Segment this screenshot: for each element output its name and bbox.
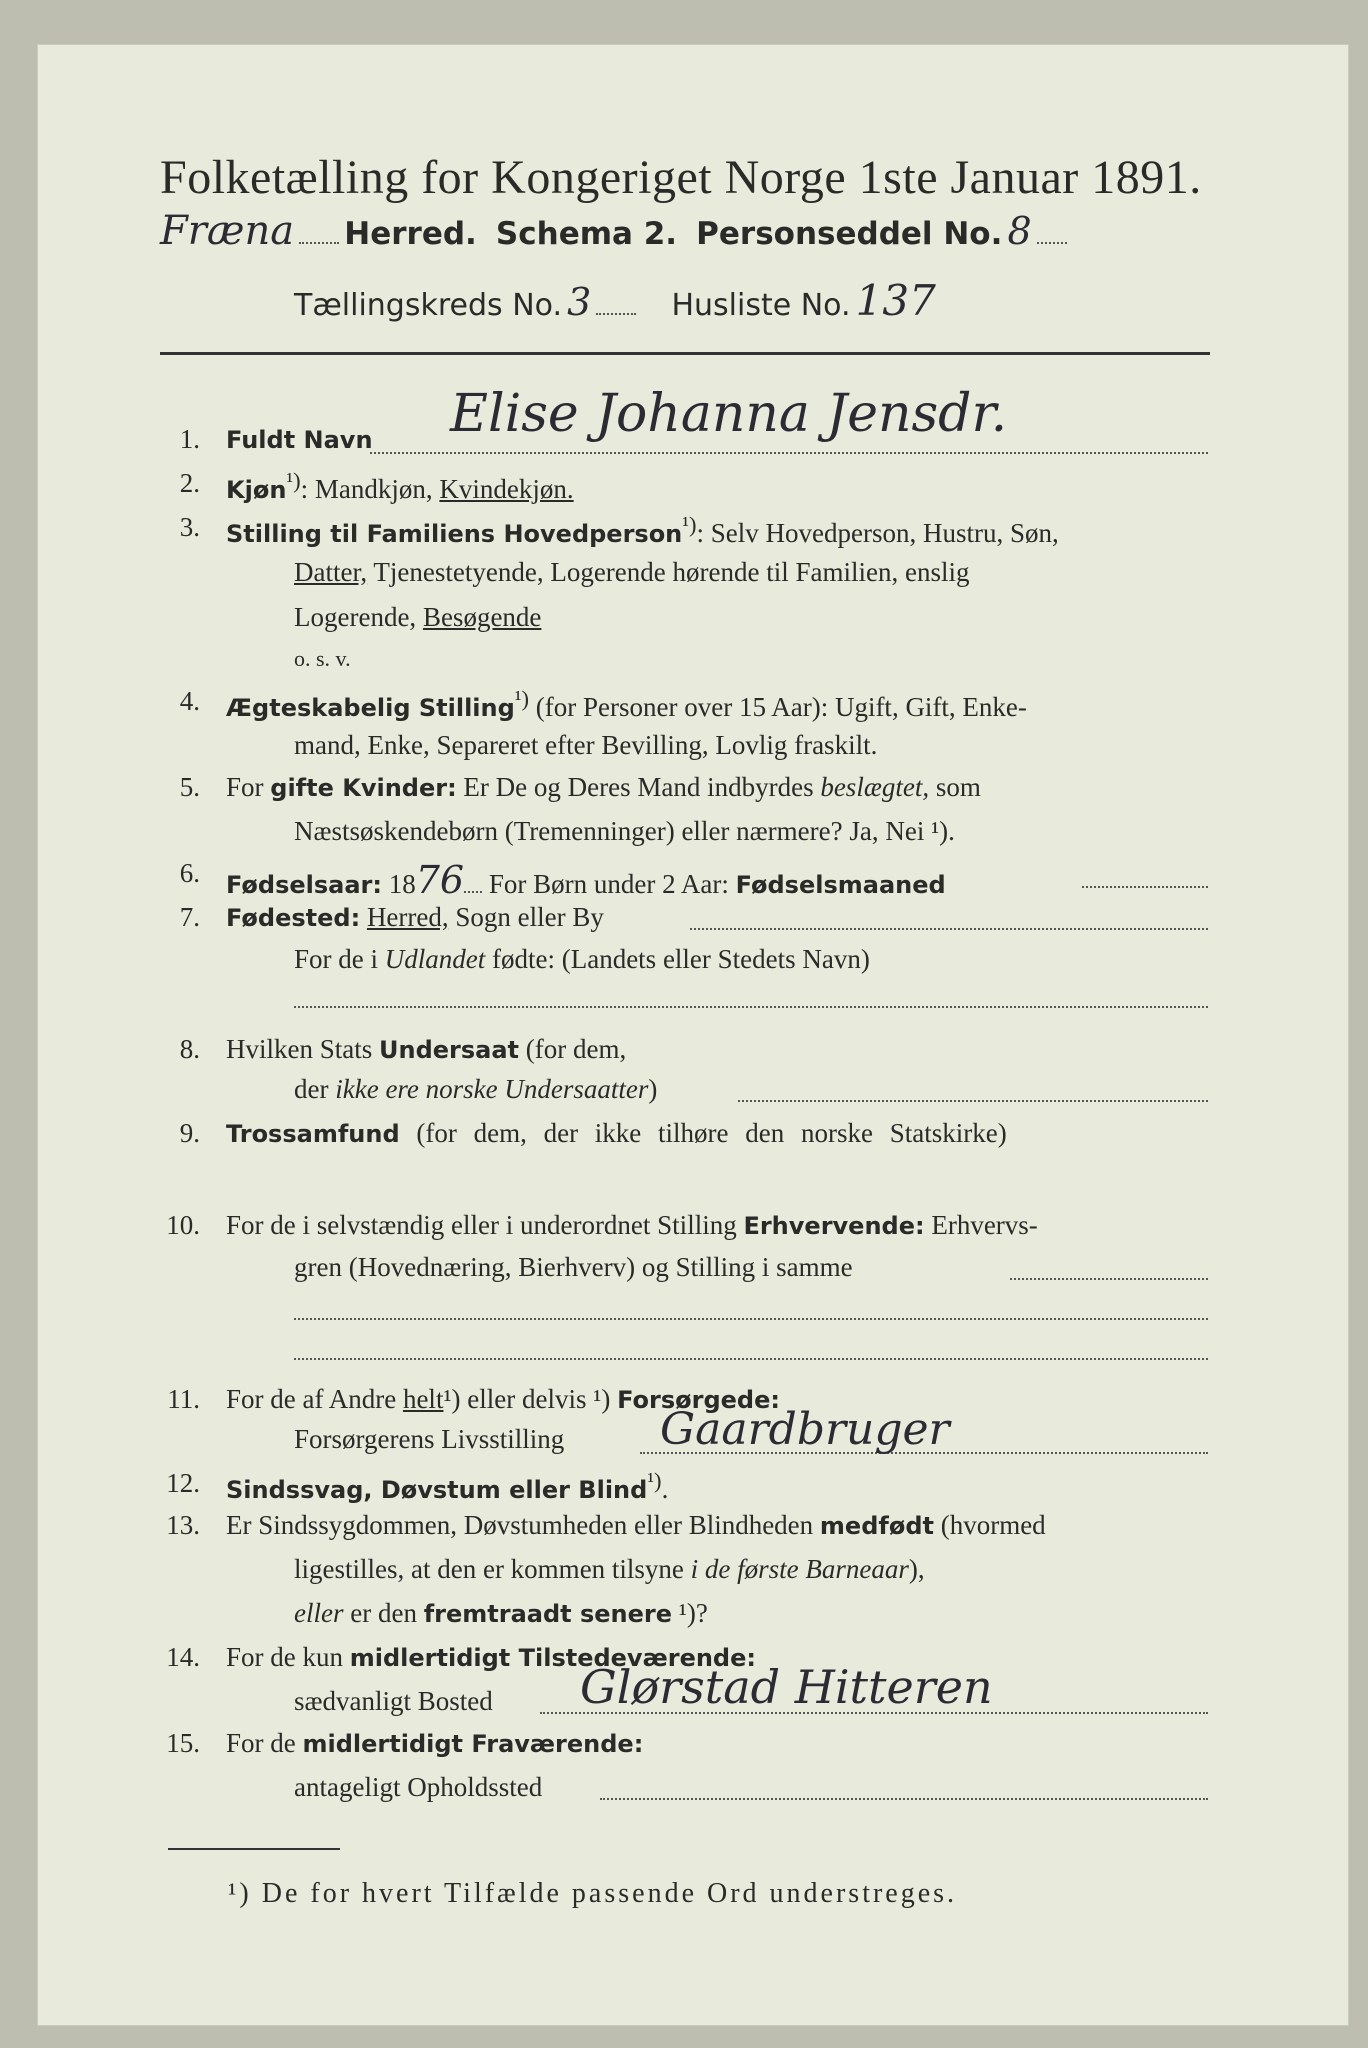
- q7-fill-line-2: [294, 1006, 1208, 1008]
- q5-bold: gifte Kvinder:: [270, 774, 457, 802]
- q1-label: Fuldt Navn: [226, 426, 373, 454]
- q11-number: 11.: [167, 1384, 200, 1414]
- q14-answer-residence: Glørstad Hitteren: [580, 1660, 993, 1714]
- q15-fill-line: [600, 1798, 1208, 1800]
- q13-line-1: [226, 1510, 1046, 1541]
- q11-line-2: Forsørgerens Livsstilling: [294, 1424, 565, 1454]
- q10-pre: For de i selvstændig eller i underordnet Stilling: [226, 1210, 744, 1240]
- personseddel-label: Personseddel No.: [696, 216, 1003, 252]
- q5-rest1b: som: [929, 772, 981, 802]
- q7-rest2b: fødte: (Landets eller Stedets Navn): [485, 944, 870, 974]
- q13-bold: medfødt: [819, 1512, 934, 1540]
- q7-italic: Udlandet: [384, 944, 486, 974]
- form-title: Folketælling for Kongeriget Norge 1ste Januar 1891.: [160, 151, 1202, 204]
- q15-line-2: antageligt Opholdssted: [294, 1772, 543, 1802]
- q5-rest1a: Er De og Deres Mand indbyrdes: [456, 772, 821, 802]
- q3-number: 3.: [179, 512, 200, 542]
- q2-line: [226, 468, 574, 505]
- q2-bold: Kjøn: [226, 476, 287, 504]
- kreds-dots: [596, 313, 636, 315]
- footnote-rule: [168, 1848, 340, 1850]
- q13-italic2: i de første Barneaar: [690, 1554, 909, 1584]
- q3-sup: ¹): [682, 512, 697, 537]
- q10-bold: Erhvervende:: [743, 1212, 925, 1240]
- kreds-label: Tællingskreds No.: [294, 288, 562, 323]
- personseddel-value: 8: [1007, 209, 1032, 253]
- q13-number: 13.: [166, 1510, 200, 1540]
- q13-italic3: eller: [294, 1598, 344, 1628]
- q12-bold: Sindssvag, Døvstum eller Blind: [226, 1476, 648, 1504]
- q7-line-1: [226, 902, 604, 933]
- herred-label: Herred.: [344, 216, 477, 252]
- q6-dots: [464, 891, 482, 893]
- q7-underlined: Herred,: [366, 902, 449, 932]
- q14-pre: For de kun: [226, 1642, 350, 1672]
- q13-rest2a: ligestilles, at den er kommen tilsyne: [294, 1554, 691, 1584]
- q7-rest2a: For de i: [294, 944, 385, 974]
- q6-number: 6.: [179, 858, 200, 888]
- q5-number: 5.: [179, 772, 200, 802]
- q6-prefix: 18: [382, 869, 416, 899]
- q14-line-2: sædvanligt Bosted: [294, 1686, 493, 1716]
- q7-bold: Fødested:: [226, 904, 361, 932]
- q12-rest: .: [661, 1474, 669, 1504]
- q9-bold: Trossamfund: [226, 1120, 400, 1148]
- q6-rest: For Børn under 2 Aar:: [482, 869, 736, 899]
- q8-fill-line: [738, 1100, 1208, 1102]
- q8-pre: Hvilken Stats: [226, 1034, 379, 1064]
- q1-answer-name: Elise Johanna Jensdr.: [450, 384, 1008, 444]
- q3-line-3: [294, 602, 541, 633]
- q14-bold: midlertidigt Tilstedeværende:: [349, 1644, 756, 1672]
- q6-fill-line: [1082, 886, 1208, 888]
- q8-italic: ikke ere norske Undersaatter: [335, 1074, 649, 1104]
- q11-mid: ¹) eller delvis ¹): [443, 1384, 618, 1414]
- q3-rest1: : Selv Hovedperson, Hustru, Søn,: [696, 518, 1059, 548]
- q12-number: 12.: [166, 1468, 200, 1498]
- q8-bold: Undersaat: [379, 1036, 520, 1064]
- q15-number: 15.: [166, 1728, 200, 1758]
- q3-underlined3: Besøgende: [422, 602, 542, 632]
- q7-number: 7.: [179, 902, 200, 932]
- q3-bold: Stilling til Familiens Hovedperson: [226, 520, 683, 548]
- q4-line-1: [226, 686, 1027, 723]
- q8-rest1: (for dem,: [519, 1034, 627, 1064]
- q13-rest1: (hvormed: [933, 1510, 1046, 1540]
- schema-label: Schema 2.: [495, 216, 678, 252]
- q6-answer-year: 76: [415, 858, 465, 902]
- q10-fill-line-2: [294, 1318, 1208, 1320]
- q4-bold: Ægteskabelig Stilling: [226, 694, 515, 722]
- footnote: ¹) De for hvert Tilfælde passende Ord understreges.: [228, 1878, 958, 1909]
- q13-line-3: [294, 1598, 708, 1629]
- q15-line-1: [226, 1728, 643, 1759]
- q3-line-2: [294, 557, 969, 588]
- q8-line-2: [294, 1074, 657, 1105]
- q5-italic: beslægtet,: [820, 772, 930, 802]
- q11-bold: Forsørgede:: [617, 1386, 780, 1414]
- q13-rest3a: er den: [343, 1598, 424, 1628]
- q10-line-2: gren (Hovednæring, Bierhverv) og Stilling i samme: [294, 1252, 853, 1282]
- header-line-herred: [160, 208, 1067, 254]
- q13-pre: Er Sindssygdommen, Døvstumheden eller Blindheden: [226, 1510, 820, 1540]
- q4-line-2: mand, Enke, Separeret efter Bevilling, Lovlig fraskilt.: [294, 730, 878, 760]
- header-line-kreds: [294, 276, 936, 325]
- q9-line: [226, 1118, 1007, 1149]
- q4-rest1: (for Personer over 15 Aar): Ugift, Gift, Enke-: [529, 692, 1027, 722]
- q1-fill-line: [370, 452, 1208, 454]
- q12-sup: ¹): [647, 1468, 662, 1493]
- q5-line-1: [226, 772, 981, 803]
- q12-line: [226, 1468, 668, 1505]
- q13-line-2: [294, 1554, 925, 1585]
- q13-rest2b: ),: [908, 1554, 925, 1584]
- q7-fill-line: [690, 928, 1208, 930]
- kreds-value: 3: [567, 280, 592, 324]
- q1-line: [226, 424, 373, 455]
- q8-rest2a: der: [294, 1074, 336, 1104]
- q10-number: 10.: [166, 1210, 200, 1240]
- q1-number: 1.: [179, 424, 200, 454]
- q10-fill-line-1: [1010, 1278, 1208, 1280]
- q10-fill-line-3: [294, 1358, 1208, 1360]
- q4-sup: ¹): [514, 686, 530, 711]
- q6-bold2: Fødselsmaaned: [735, 871, 946, 899]
- q3-rest2: Tjenestetyende, Logerende hørende til Familien, enslig: [367, 557, 970, 587]
- q11-underlined: helt: [402, 1384, 444, 1414]
- q6-line: [226, 858, 946, 902]
- q13-rest3b: ¹)?: [672, 1598, 708, 1628]
- husliste-value: 137: [855, 276, 936, 325]
- herred-value: Fræna: [160, 208, 295, 254]
- q2-sup: ¹): [286, 468, 301, 493]
- q7-line-2: [294, 944, 870, 975]
- q14-number: 14.: [166, 1642, 200, 1672]
- q5-line-2: Næstsøskendebørn (Tremenninger) eller nærmere? Ja, Nei ¹).: [294, 816, 955, 846]
- q13-bold3: fremtraadt senere: [423, 1600, 673, 1628]
- q6-bold: Fødselsaar:: [226, 871, 382, 899]
- husliste-label: Husliste No.: [671, 288, 851, 323]
- q8-rest2b: ): [648, 1074, 658, 1104]
- q3-line-1: [226, 512, 1059, 549]
- q4-number: 4.: [179, 686, 200, 716]
- q3-underlined2: Datter,: [294, 557, 368, 587]
- q9-rest: (for dem, der ikke tilhøre den norske Statskirke): [399, 1118, 1007, 1148]
- q10-rest1: Erhvervs-: [924, 1210, 1038, 1240]
- q5-pre: For: [226, 772, 271, 802]
- q3-line-4: o. s. v.: [294, 646, 351, 671]
- herred-dots: [299, 242, 339, 244]
- q9-number: 9.: [179, 1118, 200, 1148]
- q11-pre: For de af Andre: [226, 1384, 403, 1414]
- personseddel-dots: [1037, 242, 1067, 244]
- q8-number: 8.: [179, 1034, 200, 1064]
- q15-bold: midlertidigt Fraværende:: [302, 1730, 644, 1758]
- q3-rest3a: Logerende,: [294, 602, 423, 632]
- q2-rest: : Mandkjøn,: [300, 474, 440, 504]
- header-rule: [160, 352, 1210, 355]
- q2-number: 2.: [179, 468, 200, 498]
- q2-underlined: Kvindekjøn.: [439, 474, 574, 504]
- q8-line-1: [226, 1034, 626, 1065]
- q11-answer-occupation: Gaardbruger: [660, 1404, 950, 1455]
- q15-pre: For de: [226, 1728, 303, 1758]
- q7-rest1: Sogn eller By: [448, 902, 604, 932]
- q10-line-1: [226, 1210, 1038, 1241]
